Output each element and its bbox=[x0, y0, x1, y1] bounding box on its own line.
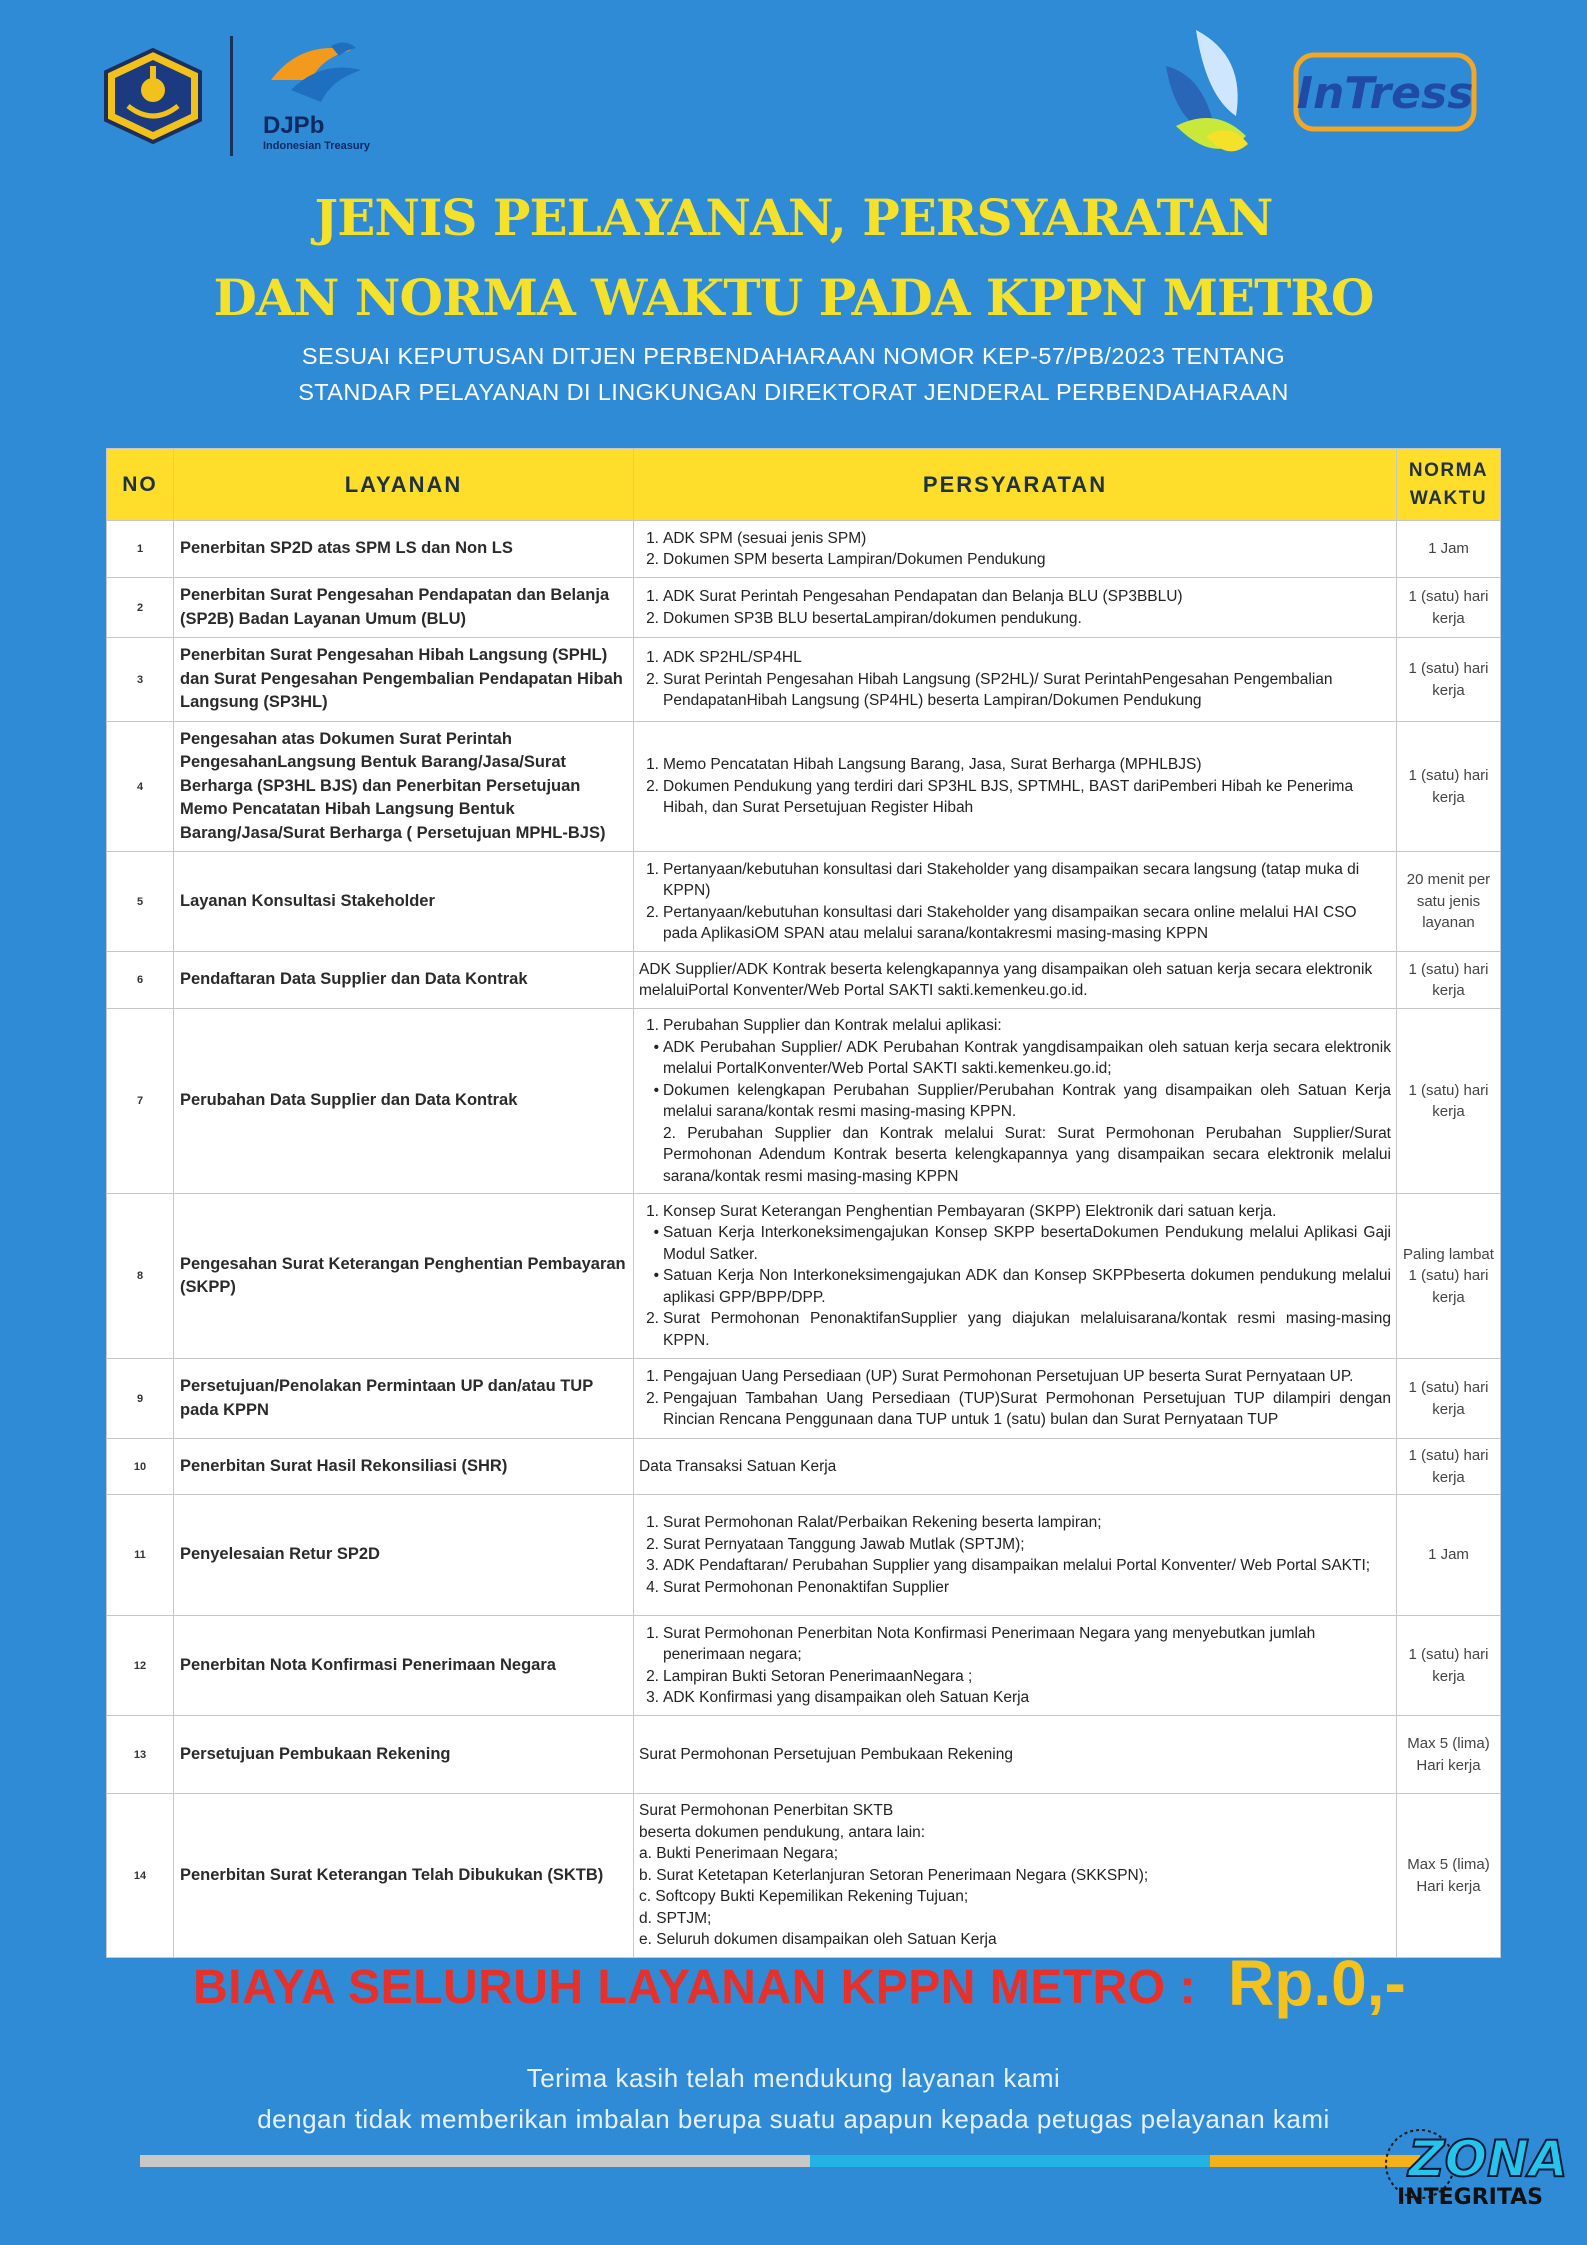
row-layanan: Penerbitan SP2D atas SPM LS dan Non LS bbox=[174, 521, 634, 578]
row-norma-waktu: 1 (satu) hari kerja bbox=[1397, 578, 1501, 638]
logo-divider bbox=[230, 36, 233, 156]
requirement-marker: • bbox=[653, 1267, 659, 1285]
row-number: 3 bbox=[107, 638, 174, 722]
requirement-marker: • bbox=[653, 1038, 659, 1056]
requirement-item bbox=[639, 859, 1391, 902]
row-persyaratan bbox=[634, 1716, 1397, 1794]
requirement-list bbox=[639, 586, 1391, 629]
table-row bbox=[107, 1716, 1501, 1794]
requirement-item bbox=[639, 776, 1391, 819]
table-row bbox=[107, 722, 1501, 852]
requirement-line: Surat Permohonan Penerbitan SKTB bbox=[639, 1802, 894, 1820]
row-number: 5 bbox=[107, 852, 174, 952]
requirement-marker: 2. bbox=[646, 1667, 659, 1685]
row-number: 14 bbox=[107, 1794, 174, 1958]
table-row bbox=[107, 1194, 1501, 1359]
table-row bbox=[107, 1359, 1501, 1439]
row-norma-waktu: Paling lambat 1 (satu) hari kerja bbox=[1397, 1194, 1501, 1359]
requirement-marker: 2. bbox=[646, 670, 659, 688]
requirement-text: ADK Supplier/ADK Kontrak beserta kelengkapannya yang disampaikan oleh satuan kerja secara elektronik melaluiPortal Konventer/Web Portal SAKTI sakti.kemenkeu.go.id. bbox=[639, 960, 1373, 999]
row-norma-waktu: Max 5 (lima) Hari kerja bbox=[1397, 1794, 1501, 1958]
row-norma-waktu: 1 (satu) hari kerja bbox=[1397, 952, 1501, 1009]
requirement-item bbox=[639, 608, 1391, 630]
row-number: 1 bbox=[107, 521, 174, 578]
requirement-marker: 1. bbox=[646, 1514, 659, 1531]
requirement-line: c. Softcopy Bukti Kepemilikan Rekening Tujuan; bbox=[639, 1888, 969, 1906]
djpb-wing-icon bbox=[261, 40, 371, 112]
row-number: 13 bbox=[107, 1716, 174, 1794]
thanks-line2: dengan tidak memberikan imbalan berupa suatu apapun kepada petugas pelayanan kami bbox=[257, 2104, 1330, 2134]
requirement-text: Pertanyaan/kebutuhan konsultasi dari Stakeholder yang disampaikan secara langsung (tatap muka di KPPN) bbox=[663, 860, 1360, 899]
table-row bbox=[107, 1495, 1501, 1616]
table-row bbox=[107, 638, 1501, 722]
table-row bbox=[107, 1439, 1501, 1495]
footer-bar-cyan bbox=[810, 2155, 1210, 2167]
row-layanan: Penyelesaian Retur SP2D bbox=[174, 1495, 634, 1616]
requirement-list bbox=[639, 1366, 1391, 1431]
djpb-logo-text: DJPb bbox=[263, 112, 325, 139]
requirement-marker: 1. bbox=[646, 860, 659, 878]
requirement-item bbox=[639, 1512, 1391, 1534]
requirement-marker bbox=[639, 1123, 663, 1188]
requirement-item bbox=[639, 647, 1391, 669]
zona-logo-subtext: INTEGRITAS bbox=[1397, 2185, 1543, 2210]
requirement-item bbox=[639, 1666, 1391, 1688]
requirement-marker: 2. bbox=[646, 551, 659, 568]
requirement-marker: 1. bbox=[646, 1202, 659, 1220]
requirement-item bbox=[639, 1366, 1391, 1388]
row-norma-waktu: 1 (satu) hari kerja bbox=[1397, 1009, 1501, 1194]
requirement-text: Dokumen SP3B BLU besertaLampiran/dokumen pendukung. bbox=[663, 609, 1082, 627]
table-row bbox=[107, 1009, 1501, 1194]
requirement-item bbox=[639, 1623, 1391, 1666]
requirement-text: Pengajuan Uang Persediaan (UP) Surat Permohonan Persetujuan UP beserta Surat Pernyataan UP. bbox=[663, 1368, 1354, 1386]
thanks-line1: Terima kasih telah mendukung layanan kami bbox=[526, 2063, 1061, 2093]
row-layanan: Persetujuan Pembukaan Rekening bbox=[174, 1716, 634, 1794]
page-title-line1: JENIS PELAYANAN, PERSYARATAN bbox=[314, 188, 1273, 247]
table-row bbox=[107, 521, 1501, 578]
requirement-text: Lampiran Bukti Setoran PenerimaanNegara ; bbox=[663, 1667, 973, 1685]
requirement-text: ADK Surat Perintah Pengesahan Pendapatan dan Belanja BLU (SP3BBLU) bbox=[663, 588, 1183, 605]
requirement-list bbox=[639, 1512, 1391, 1598]
requirement-item bbox=[639, 1687, 1391, 1709]
requirement-text: ADK SP2HL/SP4HL bbox=[663, 649, 802, 667]
requirement-item bbox=[639, 1080, 1391, 1123]
requirement-item bbox=[639, 1265, 1391, 1308]
requirement-item bbox=[639, 528, 1391, 550]
requirement-text: Konsep Surat Keterangan Penghentian Pembayaran (SKPP) Elektronik dari satuan kerja. bbox=[663, 1202, 1277, 1220]
requirement-item bbox=[639, 586, 1391, 608]
requirement-list bbox=[639, 754, 1391, 819]
row-number: 9 bbox=[107, 1359, 174, 1439]
row-persyaratan bbox=[634, 852, 1397, 952]
requirement-line: beserta dokumen pendukung, antara lain: bbox=[639, 1823, 926, 1841]
row-layanan: Layanan Konsultasi Stakeholder bbox=[174, 852, 634, 952]
header-layanan: LAYANAN bbox=[174, 449, 634, 521]
zona-integritas-logo bbox=[1378, 2118, 1568, 2218]
row-number: 12 bbox=[107, 1616, 174, 1716]
requirement-text: Perubahan Supplier dan Kontrak melalui aplikasi: bbox=[663, 1017, 1002, 1034]
row-persyaratan bbox=[634, 1794, 1397, 1958]
table-row bbox=[107, 578, 1501, 638]
row-norma-waktu: 1 Jam bbox=[1397, 521, 1501, 578]
service-table bbox=[106, 448, 1501, 1958]
requirement-item bbox=[639, 1388, 1391, 1431]
page-subtitle-line1: SESUAI KEPUTUSAN DITJEN PERBENDAHARAAN NOMOR KEP-57/PB/2023 TENTANG bbox=[301, 343, 1286, 369]
row-norma-waktu: 1 (satu) hari kerja bbox=[1397, 1359, 1501, 1439]
requirement-marker: 1. bbox=[646, 588, 659, 605]
requirement-marker: • bbox=[653, 1081, 659, 1099]
requirement-marker: 1. bbox=[646, 756, 659, 774]
row-layanan: Penerbitan Surat Keterangan Telah Dibukukan (SKTB) bbox=[174, 1794, 634, 1958]
row-norma-waktu: 20 menit per satu jenis layanan bbox=[1397, 852, 1501, 952]
row-number: 11 bbox=[107, 1495, 174, 1616]
requirement-item bbox=[639, 669, 1391, 712]
requirement-text: Surat Pernyataan Tanggung Jawab Mutlak (SPTJM); bbox=[663, 1535, 1025, 1553]
intress-logo bbox=[1293, 52, 1477, 132]
row-norma-waktu: 1 (satu) hari kerja bbox=[1397, 638, 1501, 722]
row-layanan: Pendaftaran Data Supplier dan Data Kontrak bbox=[174, 952, 634, 1009]
requirement-text: Surat Permohonan PenonaktifanSupplier yang diajukan melaluisarana/kontak resmi masing-masing KPPN. bbox=[663, 1310, 1391, 1349]
requirement-marker: 2. bbox=[646, 1535, 659, 1553]
requirement-text: Dokumen Pendukung yang terdiri dari SP3HL BJS, SPTMHL, BAST dariPemberi Hibah ke Penerima Hibah, dan Surat Persetujuan Register Hibah bbox=[663, 777, 1354, 817]
row-number: 2 bbox=[107, 578, 174, 638]
header-persyaratan: PERSYARATAN bbox=[634, 449, 1397, 521]
requirement-marker: 2. bbox=[646, 609, 659, 627]
requirement-text: Satuan Kerja Interkoneksimengajukan Konsep SKPP besertaDokumen Pendukung melalui Aplikasi Gaji Modul Satker. bbox=[663, 1224, 1391, 1263]
requirement-line: d. SPTJM; bbox=[639, 1909, 712, 1927]
requirement-marker: 1. bbox=[646, 1017, 659, 1034]
requirement-text: Surat Perintah Pengesahan Hibah Langsung (SP2HL)/ Surat PerintahPengesahan Pengembalian PendapatanHibah Langsung (SP4HL) beserta Lampiran/Dokumen Pendukung bbox=[663, 670, 1333, 710]
row-layanan: Persetujuan/Penolakan Permintaan UP dan/atau TUP pada KPPN bbox=[174, 1359, 634, 1439]
requirement-marker: 1. bbox=[646, 1368, 659, 1386]
requirement-text: Surat Permohonan Penonaktifan Supplier bbox=[663, 1578, 950, 1596]
table-header-row bbox=[107, 449, 1501, 521]
requirement-marker: 2. bbox=[646, 1310, 659, 1328]
header-logos bbox=[98, 36, 371, 156]
row-layanan: Perubahan Data Supplier dan Data Kontrak bbox=[174, 1009, 634, 1194]
requirement-list bbox=[639, 1015, 1391, 1187]
row-layanan: Penerbitan Surat Pengesahan Hibah Langsung (SPHL) dan Surat Pengesahan Pengembalian Pendapatan Hibah Langsung (SP3HL) bbox=[174, 638, 634, 722]
row-layanan: Pengesahan atas Dokumen Surat Perintah PengesahanLangsung Bentuk Barang/Jasa/Surat Berharga (SP3HL BJS) dan Penerbitan Persetujuan Memo Pencatatan Hibah Langsung Bentuk Barang/Jasa/Surat Berharga ( Persetujuan MPHL-BJS) bbox=[174, 722, 634, 852]
row-persyaratan bbox=[634, 1439, 1397, 1495]
requirement-text: ADK Pendaftaran/ Perubahan Supplier yang disampaikan melalui Portal Konventer/ Web Portal SAKTI; bbox=[663, 1557, 1371, 1574]
row-number: 4 bbox=[107, 722, 174, 852]
requirement-text: ADK SPM (sesuai jenis SPM) bbox=[663, 529, 867, 547]
requirement-list bbox=[639, 528, 1391, 571]
row-persyaratan bbox=[634, 952, 1397, 1009]
row-number: 6 bbox=[107, 952, 174, 1009]
requirement-marker: 3. bbox=[646, 1557, 659, 1574]
page-subtitle-line2: STANDAR PELAYANAN DI LINGKUNGAN DIREKTORAT JENDERAL PERBENDAHARAAN bbox=[298, 379, 1289, 405]
requirement-text: Data Transaksi Satuan Kerja bbox=[639, 1457, 837, 1475]
requirement-item bbox=[639, 754, 1391, 776]
header-norma-line2: WAKTU bbox=[1409, 487, 1488, 509]
requirement-text: Surat Permohonan Penerbitan Nota Konfirmasi Penerimaan Negara yang menyebutkan jumlah penerimaan negara; bbox=[663, 1624, 1316, 1663]
requirement-marker: • bbox=[653, 1224, 659, 1242]
row-norma-waktu: 1 (satu) hari kerja bbox=[1397, 1439, 1501, 1495]
requirement-item bbox=[639, 549, 1391, 571]
row-persyaratan bbox=[634, 1616, 1397, 1716]
row-layanan: Penerbitan Nota Konfirmasi Penerimaan Negara bbox=[174, 1616, 634, 1716]
djpb-logo-subtext: Indonesian Treasury bbox=[263, 140, 370, 152]
djpb-logo bbox=[261, 40, 371, 152]
requirement-marker: 2. bbox=[646, 777, 659, 795]
requirement-list bbox=[639, 647, 1391, 712]
requirement-text: Surat Permohonan Ralat/Perbaikan Rekening beserta lampiran; bbox=[663, 1514, 1102, 1531]
row-persyaratan bbox=[634, 1359, 1397, 1439]
row-persyaratan bbox=[634, 1194, 1397, 1359]
row-norma-waktu: 1 Jam bbox=[1397, 1495, 1501, 1616]
requirement-item bbox=[639, 1308, 1391, 1351]
requirement-marker: 1. bbox=[646, 1624, 659, 1642]
requirement-marker: 1. bbox=[646, 649, 659, 667]
requirement-item bbox=[639, 1555, 1391, 1577]
requirement-line: b. Surat Ketetapan Keterlanjuran Setoran Penerimaan Negara (SKKSPN); bbox=[639, 1866, 1149, 1884]
requirement-line: e. Seluruh dokumen disampaikan oleh Satuan Kerja bbox=[639, 1931, 997, 1949]
page-title-line2: DAN NORMA WAKTU PADA KPPN METRO bbox=[213, 268, 1374, 327]
requirement-text: ADK Konfirmasi yang disampaikan oleh Satuan Kerja bbox=[663, 1689, 1030, 1706]
requirement-item bbox=[639, 1534, 1391, 1556]
header-norma-line1: NORMA bbox=[1408, 459, 1489, 481]
row-number: 10 bbox=[107, 1439, 174, 1495]
biaya-label: BIAYA SELURUH LAYANAN KPPN METRO : bbox=[193, 1961, 1196, 2014]
requirement-list bbox=[639, 1201, 1391, 1352]
biaya-value: Rp.0,- bbox=[1228, 1947, 1406, 2019]
footer-bar-grey bbox=[140, 2155, 810, 2167]
requirement-text: Satuan Kerja Non Interkoneksimengajukan ADK dan Konsep SKPPbeserta dokumen pendukung melalui aplikasi GPP/BPP/DPP. bbox=[663, 1267, 1391, 1306]
requirement-line: a. Bukti Penerimaan Negara; bbox=[639, 1845, 839, 1863]
kemenkeu-emblem-icon bbox=[98, 46, 208, 146]
requirement-item bbox=[639, 1015, 1391, 1037]
requirement-marker: 4. bbox=[646, 1578, 659, 1596]
row-norma-waktu: 1 (satu) hari kerja bbox=[1397, 1616, 1501, 1716]
table-row bbox=[107, 852, 1501, 952]
leaf-logo-icon bbox=[1136, 26, 1260, 166]
zona-logo-text: ZONA bbox=[1408, 2130, 1568, 2188]
requirement-item bbox=[639, 1201, 1391, 1223]
requirement-marker: 3. bbox=[646, 1689, 659, 1706]
intress-logo-text: InTress bbox=[1296, 68, 1474, 119]
requirement-text: Pengajuan Tambahan Uang Persediaan (TUP)Surat Permohonan Persetujuan TUP dilampiri dengan Rincian Rencana Penggunaan dana TUP untuk 1 (satu) bulan dan Surat Pernyataan TUP bbox=[663, 1389, 1391, 1429]
row-persyaratan bbox=[634, 722, 1397, 852]
requirement-text: ADK Perubahan Supplier/ ADK Perubahan Kontrak yangdisampaikan oleh satuan kerja secara elektronik melalui PortalKonventer/Web Portal SAKTI sakti.kemenkeu.go.id; bbox=[663, 1038, 1391, 1077]
requirement-item bbox=[639, 1222, 1391, 1265]
row-persyaratan bbox=[634, 1495, 1397, 1616]
row-persyaratan bbox=[634, 578, 1397, 638]
requirement-marker: 2. bbox=[646, 1389, 659, 1407]
row-layanan: Penerbitan Surat Hasil Rekonsiliasi (SHR) bbox=[174, 1439, 634, 1495]
header-norma-waktu bbox=[1397, 449, 1501, 521]
requirement-text: Dokumen SPM beserta Lampiran/Dokumen Pendukung bbox=[663, 551, 1046, 568]
requirement-text: 2. Perubahan Supplier dan Kontrak melalui Surat: Surat Permohonan Perubahan Supplier/Surat Permohonan Adendum Kontrak beserta kelengkapannya yang disampaikan secara elektronik melalui sarana/kontak resmi masing-masing KPPN bbox=[663, 1124, 1391, 1185]
row-layanan: Penerbitan Surat Pengesahan Pendapatan dan Belanja (SP2B) Badan Layanan Umum (BLU) bbox=[174, 578, 634, 638]
row-number: 7 bbox=[107, 1009, 174, 1194]
row-norma-waktu: 1 (satu) hari kerja bbox=[1397, 722, 1501, 852]
requirement-text: Pertanyaan/kebutuhan konsultasi dari Stakeholder yang disampaikan secara online melalui HAI CSO pada AplikasiOM SPAN atau melalui sarana/kontakresmi masing-masing KPPN bbox=[663, 903, 1357, 942]
row-persyaratan bbox=[634, 521, 1397, 578]
requirement-item bbox=[639, 1577, 1391, 1599]
requirement-list bbox=[639, 859, 1391, 945]
row-norma-waktu: Max 5 (lima) Hari kerja bbox=[1397, 1716, 1501, 1794]
row-layanan: Pengesahan Surat Keterangan Penghentian Pembayaran (SKPP) bbox=[174, 1194, 634, 1359]
requirement-text: Memo Pencatatan Hibah Langsung Barang, Jasa, Surat Berharga (MPHLBJS) bbox=[663, 756, 1202, 774]
requirement-text: Dokumen kelengkapan Perubahan Supplier/Perubahan Kontrak yang disampaikan oleh Satuan Kerja melalui sarana/kontak resmi masing-masing KPPN. bbox=[663, 1081, 1391, 1120]
requirement-marker: 2. bbox=[646, 903, 659, 921]
requirement-item bbox=[639, 902, 1391, 945]
row-number: 8 bbox=[107, 1194, 174, 1359]
table-row bbox=[107, 1616, 1501, 1716]
requirement-marker: 1. bbox=[646, 529, 659, 547]
table-row bbox=[107, 952, 1501, 1009]
table-row bbox=[107, 1794, 1501, 1958]
requirement-list bbox=[639, 1623, 1391, 1709]
requirement-text: Surat Permohonan Persetujuan Pembukaan Rekening bbox=[639, 1745, 1013, 1763]
requirement-item bbox=[639, 1123, 1391, 1188]
requirement-item bbox=[639, 1037, 1391, 1080]
row-persyaratan bbox=[634, 638, 1397, 722]
row-persyaratan bbox=[634, 1009, 1397, 1194]
header-no: NO bbox=[107, 449, 174, 521]
